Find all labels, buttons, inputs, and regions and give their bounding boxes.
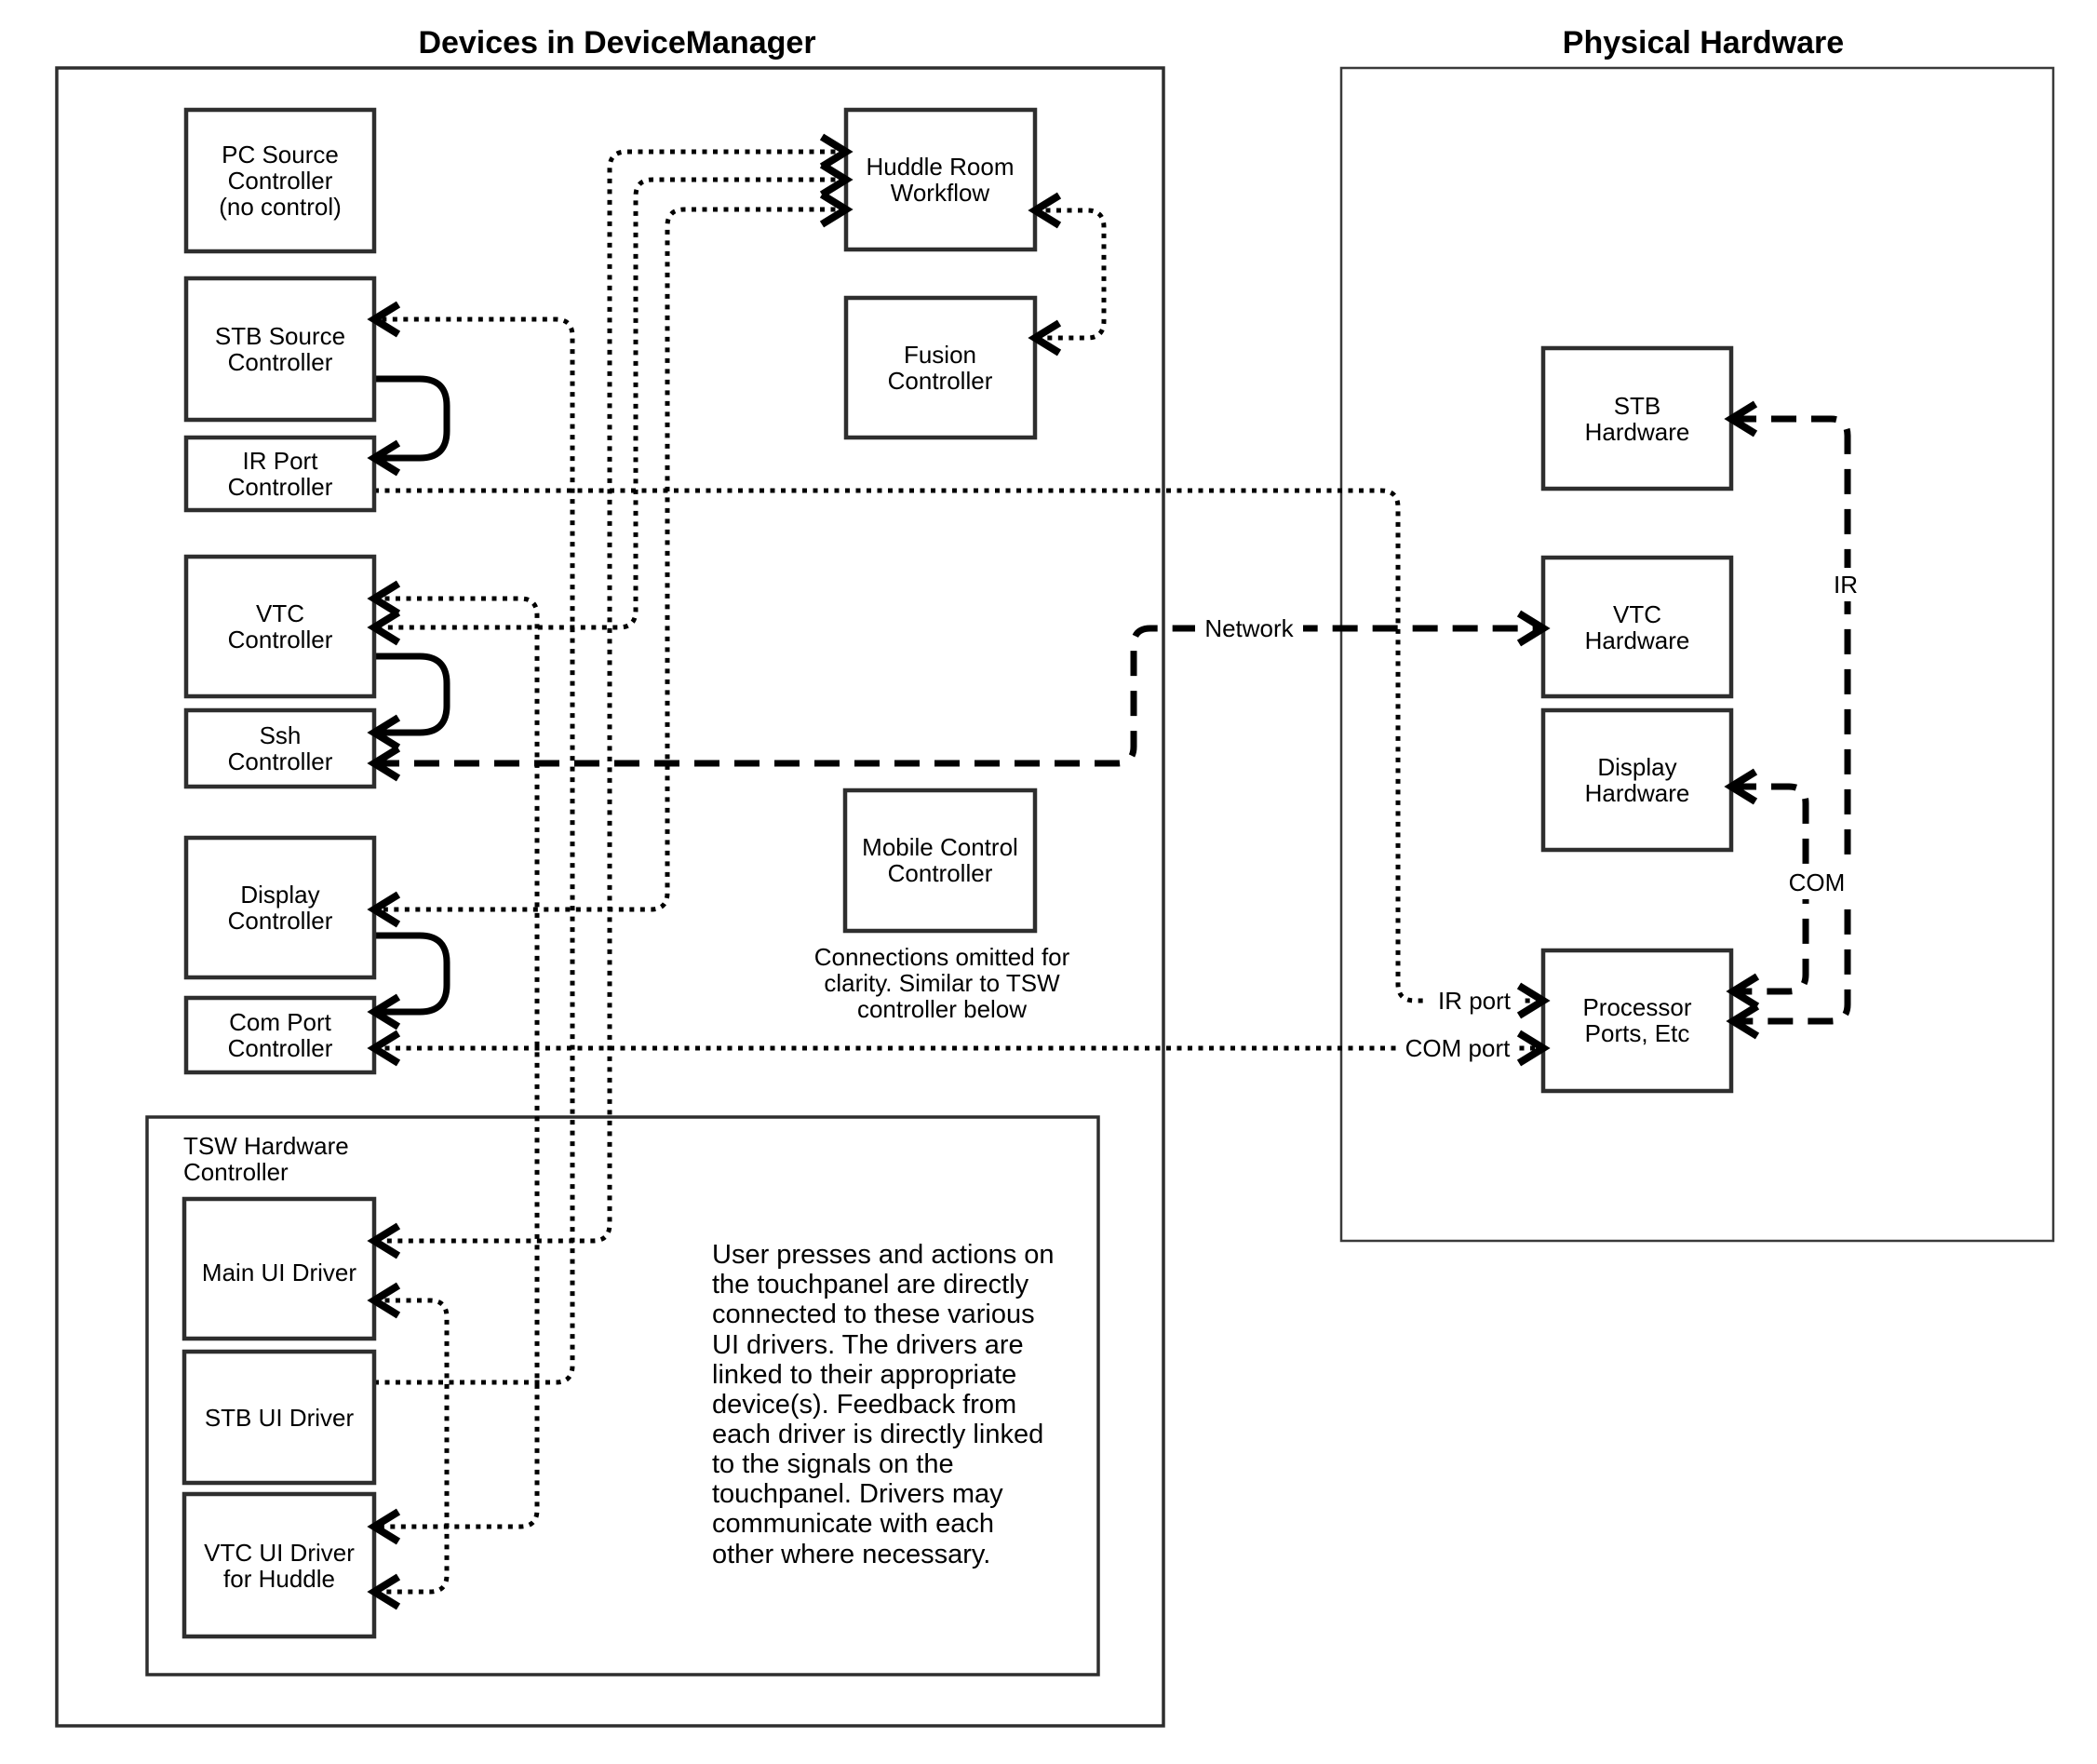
mobile-note: Connections omitted for: [813, 943, 1070, 971]
tsw-container-label: TSW Hardware: [183, 1132, 349, 1160]
edge-display-com-port-solid: [374, 936, 447, 1012]
paragraph-line: each driver is directly linked: [712, 1420, 1044, 1449]
vtc-controller-label: VTC: [256, 599, 304, 627]
ir-port-label: Controller: [227, 473, 333, 501]
edge-stb-source-ir-port-solid: [374, 379, 447, 458]
mobile-control-label: Mobile Control: [862, 833, 1018, 861]
com-port-edge-label: COM port: [1405, 1034, 1511, 1062]
left-title: Devices in DeviceManager: [418, 25, 816, 61]
paragraph-line: connected to these various: [712, 1299, 1035, 1329]
display-hardware-label: Display: [1597, 753, 1677, 781]
pc-source-label: (no control): [219, 193, 342, 221]
paragraph-line: other where necessary.: [712, 1540, 991, 1569]
ssh-controller-label: Ssh: [259, 721, 302, 749]
edge-vtc-ssh-solid: [374, 656, 447, 733]
tsw-paragraph: [712, 1240, 1055, 1569]
mobile-note: clarity. Similar to TSW: [824, 969, 1060, 997]
ir-label: IR: [1834, 571, 1858, 599]
edge-huddle-fusion: [1035, 210, 1104, 338]
vtc-ui-driver-label: VTC UI Driver: [204, 1539, 355, 1567]
mobile-note: controller below: [856, 995, 1028, 1023]
paragraph-line: to the signals on the: [712, 1449, 954, 1479]
edge-ir-hardware: [1731, 419, 1848, 1021]
stb-hardware-label: STB: [1613, 392, 1661, 420]
paragraph-line: linked to their appropriate: [712, 1360, 1017, 1390]
mobile-control-label: Controller: [887, 859, 993, 887]
fusion-controller-label: Controller: [887, 367, 993, 395]
stb-hardware-label: Hardware: [1584, 418, 1690, 446]
main-ui-driver-label: Main UI Driver: [201, 1259, 357, 1286]
stb-ui-driver-label: STB UI Driver: [204, 1404, 355, 1432]
vtc-ui-driver-label: for Huddle: [223, 1565, 335, 1593]
paragraph-line: touchpanel. Drivers may: [712, 1479, 1003, 1509]
com-label: COM: [1788, 869, 1846, 896]
huddle-room-label: Workflow: [890, 179, 990, 207]
vtc-controller-label: Controller: [227, 626, 333, 653]
ssh-controller-label: Controller: [227, 747, 333, 775]
ir-port-edge-label: IR port: [1437, 987, 1512, 1015]
stb-source-label: STB Source: [214, 322, 346, 350]
network-label: Network: [1204, 614, 1294, 642]
display-controller-label: Controller: [227, 907, 333, 935]
vtc-hardware-label: Hardware: [1584, 626, 1690, 654]
paragraph-line: the touchpanel are directly: [712, 1270, 1029, 1299]
fusion-controller-label: Fusion: [903, 341, 977, 369]
com-port-label: Com Port: [229, 1008, 331, 1036]
com-port-label: Controller: [227, 1034, 333, 1062]
processor-ports-label: Processor: [1582, 993, 1692, 1021]
display-controller-label: Display: [240, 881, 320, 909]
paragraph-line: UI drivers. The drivers are: [712, 1330, 1024, 1360]
ir-port-label: IR Port: [242, 447, 318, 475]
paragraph-line: device(s). Feedback from: [712, 1390, 1017, 1420]
processor-ports-label: Ports, Etc: [1584, 1019, 1690, 1047]
stb-source-label: Controller: [227, 348, 333, 376]
display-hardware-label: Hardware: [1584, 779, 1690, 807]
edge-main-ui-vtc-ui: [374, 1300, 447, 1592]
paragraph-line: communicate with each: [712, 1509, 995, 1539]
pc-source-label: PC Source: [222, 141, 339, 168]
huddle-room-label: Huddle Room: [866, 153, 1015, 181]
paragraph-line: User presses and actions on: [712, 1240, 1055, 1270]
edge-huddle-display-controller: [374, 209, 846, 909]
edge-network: [374, 628, 1543, 763]
right-title: Physical Hardware: [1562, 25, 1845, 61]
tsw-container-label: Controller: [183, 1158, 289, 1186]
vtc-hardware-label: VTC: [1613, 600, 1661, 628]
edge-stb-ui-stb-source: [374, 319, 572, 1382]
pc-source-label: Controller: [227, 167, 333, 195]
